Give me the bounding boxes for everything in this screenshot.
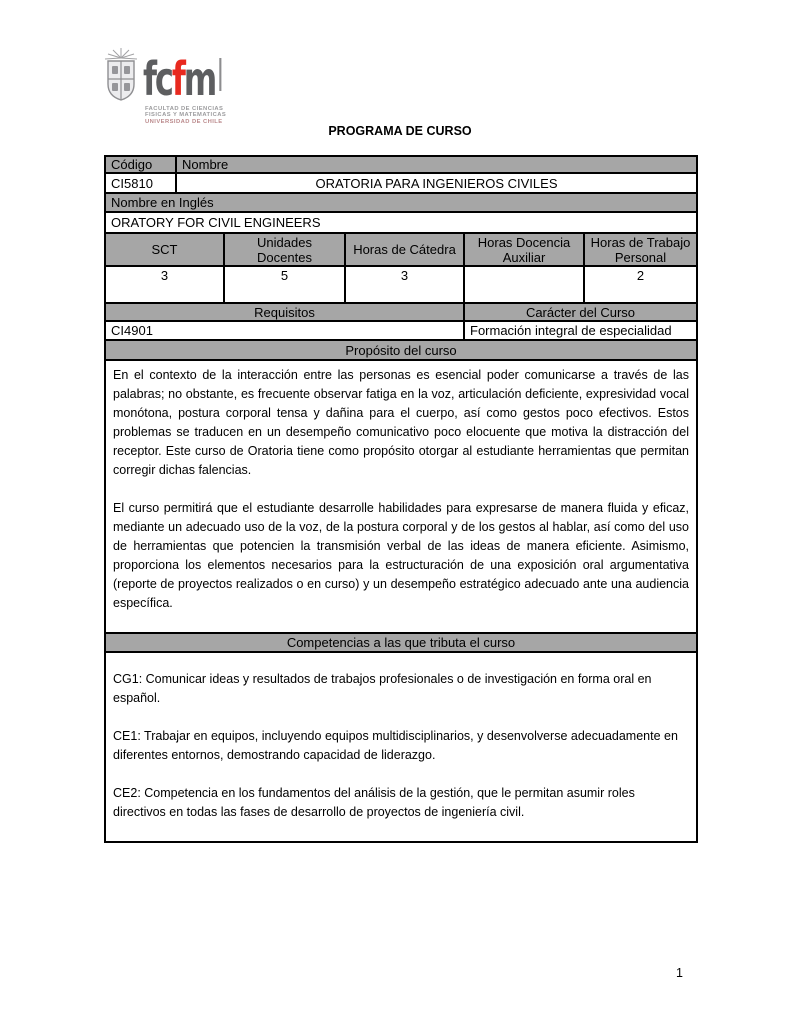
requisitos-label-cell: Requisitos bbox=[105, 303, 464, 321]
wordmark-red-f: f bbox=[171, 52, 184, 106]
wordmark-fc: fc bbox=[143, 52, 172, 106]
purpose-competencies-table bbox=[104, 341, 698, 843]
competencias-text-cell bbox=[105, 652, 697, 842]
faculty-line-1: FACULTAD DE CIENCIAS bbox=[145, 106, 224, 112]
nombre-label-cell: Nombre bbox=[176, 156, 697, 173]
horas-catedra-header-cell: Horas de Cátedra bbox=[345, 234, 464, 266]
sct-value-cell: 3 bbox=[105, 266, 224, 303]
codigo-value-cell: CI5810 bbox=[105, 173, 176, 193]
horas-trabajo-personal-header-cell: Horas de Trabajo Personal bbox=[584, 234, 697, 266]
proposito-header-cell: Propósito del curso bbox=[105, 341, 697, 360]
nombre-ingles-label-cell: Nombre en Inglés bbox=[105, 193, 697, 212]
faculty-line-2: FISICAS Y MATEMATICAS bbox=[145, 112, 227, 119]
university-crest-icon bbox=[103, 48, 139, 102]
nombre-ingles-value-cell: ORATORY FOR CIVIL ENGINEERS bbox=[105, 212, 697, 233]
course-program-table bbox=[104, 155, 696, 843]
wordmark-bar bbox=[219, 58, 221, 91]
competencia-cg1: CG1: Comunicar ideas y resultados de trabajos profesionales o de investigación en forma oral en español. bbox=[113, 672, 652, 705]
caracter-value-cell: Formación integral de especialidad bbox=[464, 321, 697, 340]
unidades-docentes-value-cell: 5 bbox=[224, 266, 345, 303]
nombre-value-cell: ORATORIA PARA INGENIEROS CIVILES bbox=[176, 173, 697, 193]
fcfm-wordmark bbox=[143, 52, 222, 106]
horas-docencia-auxiliar-value-cell bbox=[464, 266, 584, 303]
wordmark-m: m bbox=[183, 52, 216, 106]
proposito-paragraph-1: En el contexto de la interacción entre las personas es esencial poder comunicarse a través de las palabras; no obstante, es frecuente observar fatiga en la voz, articulación deficiente, expresividad vocal monótona, postura corporal tensa y dañina para el cuerpo, así como gestos poco efectivos. Estos problemas se traducen en un desempeño comunicativo poco elocuente que motiva la distracción del receptor. Este curso de Oratoria tiene como propósito otorgar al estudiante herramientas que permitan corregir dichas falencias. bbox=[113, 368, 689, 477]
fcfm-logo bbox=[103, 48, 253, 128]
horas-catedra-value-cell: 3 bbox=[345, 266, 464, 303]
credits-table bbox=[104, 234, 698, 341]
codigo-label-cell: Código bbox=[105, 156, 176, 173]
competencia-ce2: CE2: Competencia en los fundamentos del análisis de la gestión, que le permitan asumir roles directivos en todas las fases de desarrollo de proyectos de ingeniería civil. bbox=[113, 786, 635, 819]
horas-trabajo-personal-value-cell: 2 bbox=[584, 266, 697, 303]
course-id-table bbox=[104, 155, 698, 234]
requisitos-value-cell: CI4901 bbox=[105, 321, 464, 340]
proposito-paragraph-2: El curso permitirá que el estudiante desarrolle habilidades para expresarse de manera fluida y eficaz, mediante un adecuado uso de la voz, de la postura corporal y de los gestos al hablar, así como del uso de herramientas que potencien la transmisión verbal de las ideas de manera eficiente. Asimismo, proporciona los elementos necesarios para la estructuración de una exposición oral argumentativa (reporte de proyectos realizados o en curso) y un desempeño estratégico adecuado ante una audiencia específica. bbox=[113, 501, 689, 610]
document-title: PROGRAMA DE CURSO bbox=[328, 124, 472, 138]
page-number: 1 bbox=[676, 966, 683, 980]
sct-header-cell: SCT bbox=[105, 234, 224, 266]
competencia-ce1: CE1: Trabajar en equipos, incluyendo equipos multidisciplinarios, y desenvolverse adecuadamente en diferentes entornos, demostrando capacidad de liderazgo. bbox=[113, 729, 678, 762]
faculty-line-3: UNIVERSIDAD DE CHILE bbox=[145, 118, 223, 125]
faculty-name bbox=[145, 106, 226, 125]
proposito-text-cell bbox=[105, 360, 697, 633]
competencias-header-cell: Competencias a las que tributa el curso bbox=[105, 633, 697, 652]
horas-docencia-auxiliar-header-cell: Horas Docencia Auxiliar bbox=[464, 234, 584, 266]
unidades-docentes-header-cell: Unidades Docentes bbox=[224, 234, 345, 266]
caracter-label-cell: Carácter del Curso bbox=[464, 303, 697, 321]
